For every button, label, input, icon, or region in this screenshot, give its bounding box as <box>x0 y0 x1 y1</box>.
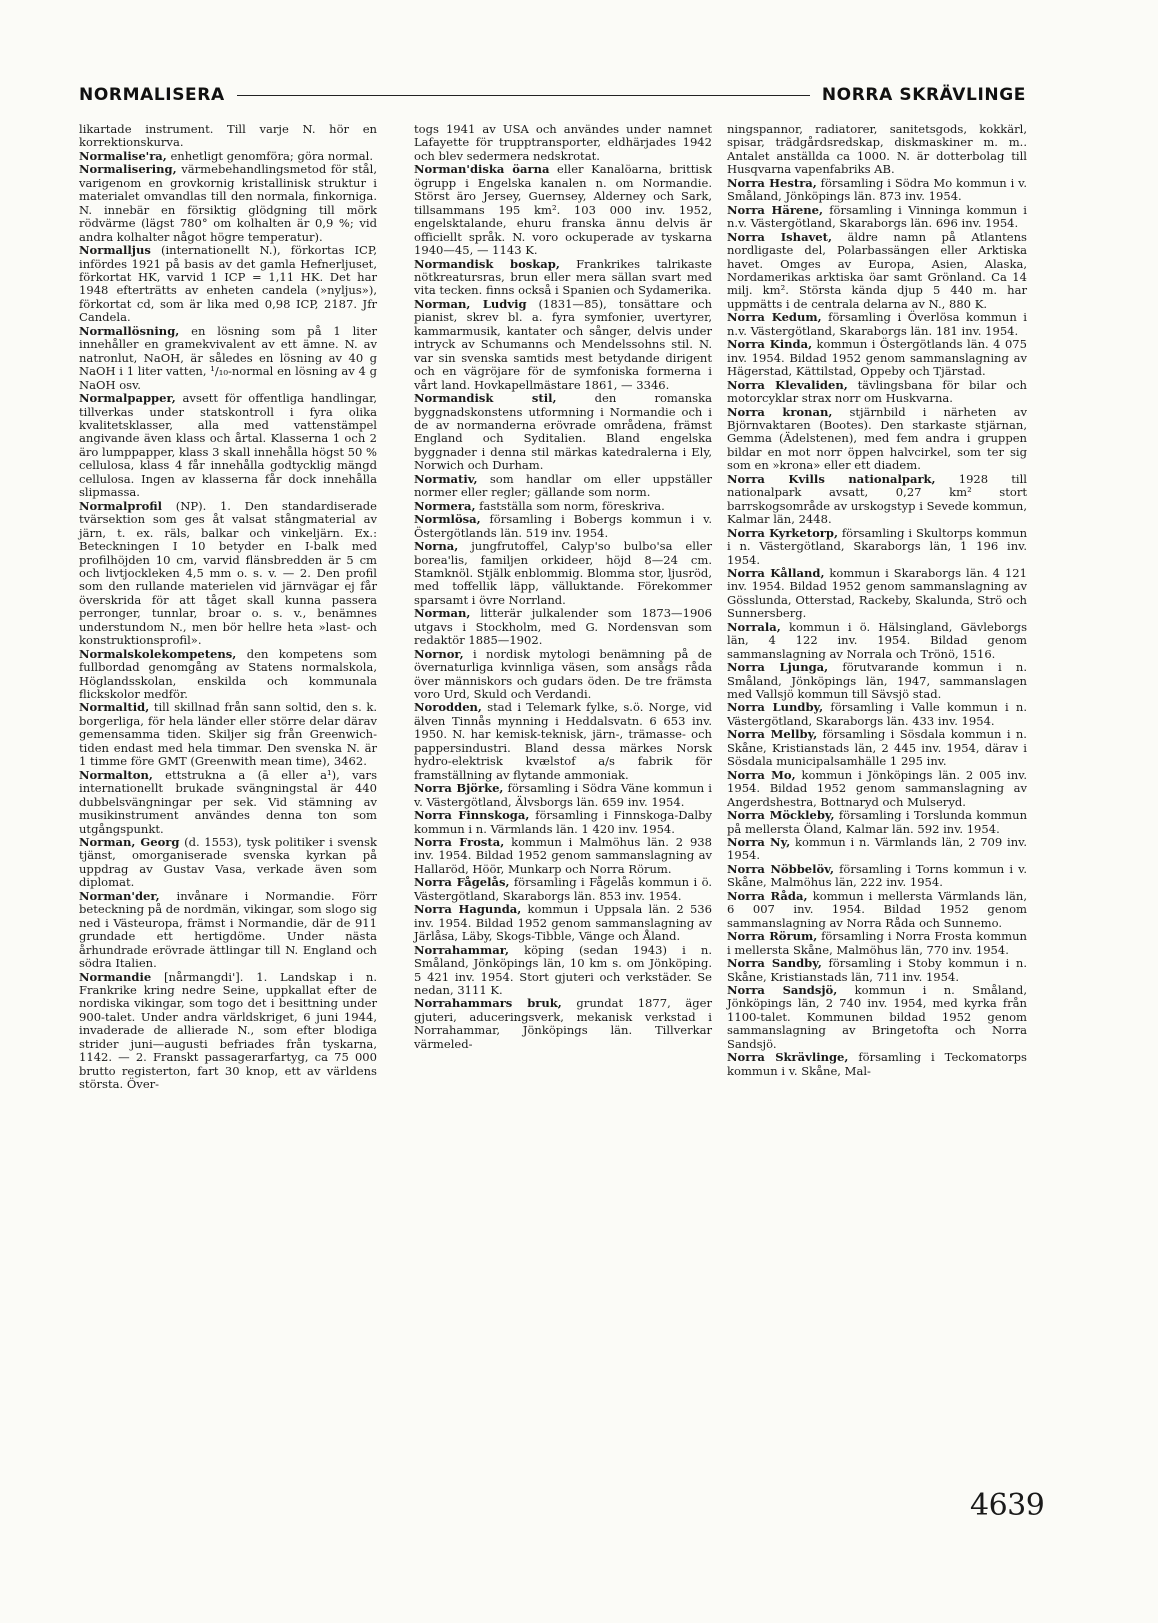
dictionary-entry <box>414 876 712 903</box>
dictionary-entry <box>727 728 1027 768</box>
entry-text: kommun i n. Småland, Jönköpings län, 2 740 inv. 1954, med kyrka från 1100-talet. Kommunen bildad 1952 genom sammanslagning av Bringetofta och Norra Sandsjö. <box>727 983 1027 1051</box>
entry-text: (d. 1553), tysk politiker i svensk tjänst, omorganiserade svenska kyrkan på uppdrag av Gustav Vasa, verkade även som diplomat. <box>79 835 377 890</box>
dictionary-entry <box>414 782 712 809</box>
dictionary-entry <box>79 163 377 244</box>
column-3 <box>727 123 1027 1078</box>
entry-headword: Norra Fågelås, <box>414 875 510 890</box>
dictionary-entry <box>727 621 1027 661</box>
dictionary-entry <box>414 513 712 540</box>
entry-headword: Norman, <box>414 606 471 621</box>
dictionary-entry <box>727 890 1027 930</box>
dictionary-entry <box>727 769 1027 809</box>
dictionary-entry <box>727 701 1027 728</box>
dictionary-entry <box>727 204 1027 231</box>
entry-text: ningspannor, radiatorer, sanitetsgods, kokkärl, spisar, trädgårdsredskap, diskmaskiner m. m.. Antalet anställda ca 1000. N. är dotterbolag till Husqvarna vapenfabriks AB. <box>727 122 1027 177</box>
entry-text: församling i Stoby kommun i n. Skåne, Kristianstads län, 711 inv. 1954. <box>727 956 1027 984</box>
entry-text: församling i Överlösa kommun i n.v. Västergötland, Skaraborgs län. 181 inv. 1954. <box>727 310 1027 338</box>
dictionary-entry <box>414 997 712 1051</box>
dictionary-entry <box>414 258 712 298</box>
entry-headword: Normandisk stil, <box>414 391 557 406</box>
entry-headword: Normalprofil <box>79 498 163 513</box>
dictionary-entry <box>727 984 1027 1051</box>
entry-headword: Normalskolekompetens, <box>79 646 237 661</box>
entry-headword: Norra Mellby, <box>727 727 818 742</box>
dictionary-entry <box>727 311 1027 338</box>
entry-headword: Norra Sandsjö, <box>727 983 838 997</box>
entry-headword: Norra Björke, <box>414 781 504 796</box>
entry-text: församling i Bobergs kommun i v. Östergötlands län. 519 inv. 1954. <box>414 512 712 540</box>
entry-headword: Normalljus <box>79 243 151 258</box>
dictionary-entry <box>727 473 1027 527</box>
dictionary-entry <box>727 177 1027 204</box>
entry-headword: Norra Rörum, <box>727 929 818 944</box>
entry-text: stjärnbild i närheten av Björnvaktaren (Bootes). Den starkaste stjärnan, Gemma (Ädelstenen), med fem andra i gruppen bildar en mot norr öppen halvcirkel, som ter sig som en »krona» eller ett diadem. <box>727 404 1027 473</box>
entry-text: köping (sedan 1943) i n. Småland, Jönköpings län, 10 km s. om Jönköping. 5 421 inv. 1954. Stort gjuteri och verkstäder. Se nedan, 3111 K. <box>414 942 712 997</box>
entry-text: invånare i Normandie. Förr beteckning på de nordmän, vikingar, som slogo sig ned i Västeuropa, främst i Normandie, där de 911 grundade ett hertigdöme. Under nästa århundrade erövrade ättlingar till N. England och södra Italien. <box>79 888 377 971</box>
entry-headword: Normalisering, <box>79 162 177 177</box>
entry-text: en lösning som på 1 liter innehåller en gramekvivalent av ett ämne. N. av natronlut, NaOH, är således en lösning av 40 g NaOH i 1 liter vatten, ¹/₁₀-normal en lösning av 4 g NaOH osv. <box>79 323 377 392</box>
entry-text: kommun i ö. Hälsingland, Gävleborgs län, 4 122 inv. 1954. Bildad genom sammanslagning av Norrala och Trönö, 1516. <box>727 619 1027 661</box>
entry-headword: Norman, Ludvig <box>414 296 527 311</box>
entry-headword: Norra Härene, <box>727 202 824 217</box>
dictionary-entry <box>414 809 712 836</box>
dictionary-entry <box>414 701 712 782</box>
entry-text: församling i Valle kommun i n. Västergötland, Skaraborgs län. 433 inv. 1954. <box>727 700 1027 728</box>
entry-text: [nårmangdi']. 1. Landskap i n. Frankrike kring nedre Seine, uppkallat efter de nordiska vikingar, som togo det i besittning under 900-talet. Under andra världskriget, 6 juni 1944, invaderade de allierade N., som efter blodiga strider juni—augusti befriades från tyskarna, 1142. — 2. Franskt passagerarfartyg, ca 75 000 brutto registerton, fart 30 knop, ett av världens största. Över- <box>79 969 377 1092</box>
dictionary-entry <box>414 123 712 163</box>
entry-headword: Norra Sandby, <box>727 956 822 971</box>
entry-headword: Norra Hagunda, <box>414 902 522 917</box>
dictionary-entry <box>79 500 377 648</box>
dictionary-entry <box>727 567 1027 621</box>
dictionary-entry <box>727 930 1027 957</box>
page-number: 4639 <box>970 1488 1045 1523</box>
entry-headword: Norra Möckleby, <box>727 808 835 823</box>
entry-headword: Norman, Georg <box>79 835 180 850</box>
dictionary-entry <box>727 661 1027 701</box>
entry-headword: Norra Mo, <box>727 767 796 782</box>
entry-text: (1831—85), tonsättare och pianist, skrev bl. a. fyra symfonier, uvertyrer, kammarmusik, kantater och sånger, delvis under intryck av Schumanns och Mendelssohns stil. N. var sin svenska samtids mest betydande dirigent och en vägröjare för de symfoniska formerna i vårt land. Hovkapellmästare 1861, — 3346. <box>414 296 713 392</box>
entry-headword: Norra Kyrketorp, <box>727 525 838 540</box>
entry-headword: Normlösa, <box>414 512 481 527</box>
entry-text: den kompetens som fullbordad genomgång av Statens normalskola, Höglandsskolan, enskilda och kommunala flickskolor medför. <box>79 646 377 702</box>
dictionary-entry <box>79 325 377 392</box>
dictionary-entry <box>79 648 377 702</box>
dictionary-entry <box>727 123 1027 177</box>
entry-headword: Normalise'ra, <box>79 148 167 163</box>
column-1 <box>79 123 377 1092</box>
dictionary-entry <box>79 150 377 163</box>
entry-headword: Norra Råda, <box>727 888 808 903</box>
dictionary-entry <box>727 863 1027 890</box>
entry-text: församling i Sösdala kommun i n. Skåne, Kristianstads län, 2 445 inv. 1954, därav i Sösdala municipalsamhälle 1 295 inv. <box>727 727 1027 769</box>
entry-text: togs 1941 av USA och användes under namnet Lafayette för trupptransporter, eldhärjades 1942 och blev sedermera nedskrotat. <box>414 122 712 163</box>
entry-headword: Normera, <box>414 498 476 513</box>
entry-headword: Norra Kinda, <box>727 337 813 352</box>
entry-headword: Norra Hestra, <box>727 175 817 190</box>
dictionary-entry <box>727 809 1027 836</box>
entry-text: likartade instrument. Till varje N. hör en korrektionskurva. <box>79 122 377 150</box>
entry-text: kommun i Uppsala län. 2 536 inv. 1954. Bildad 1952 genom sammanslagning av Järlåsa, Läby, Skogs-Tibble, Vänge och Åland. <box>414 902 712 944</box>
entry-text: jungfrutoffel, Calyp'so bulbo'sa eller borea'lis, familjen orkideer, höjd 8—24 cm. Stamknöl. Stjälk enblommig. Blomma stor, ljusröd, med toffellik läpp, välluktande. Förekommer sparsamt i övre Norrland. <box>414 539 712 607</box>
dictionary-entry <box>414 836 712 876</box>
entry-text: (NP). 1. Den standardiserade tvärsektion som ges åt valsat stångmaterial av järn, t. ex. räls, balkar och vinkeljärn. Ex.: Beteckningen I 10 betyder en I-balk med profilhöjden 10 cm, varvid flänsbredden är 5 cm och livtjockleken 4,5 mm o. s. v. — 2. Den profil som den rullande materielen vid järnvägar ej får överskrida för att tåget skall kunna passera perronger, tunnlar, broar o. s. v., benämnes understundom N., men bör hellre heta »last- och konstruktionsprofil». <box>79 498 377 648</box>
entry-text: församling i Norra Frosta kommun i mellersta Skåne, Malmöhus län, 770 inv. 1954. <box>727 929 1027 957</box>
dictionary-entry <box>79 392 377 500</box>
entry-text: församling i Vinninga kommun i n.v. Västergötland, Skaraborgs län. 696 inv. 1954. <box>727 202 1027 231</box>
entry-text: grundat 1877, äger gjuteri, aduceringsverk, mekanisk verkstad i Norrahammar, Jönköpings län. Tillverkar värmeled- <box>414 996 712 1051</box>
entry-headword: Normandisk boskap, <box>414 256 560 271</box>
dictionary-entry <box>727 231 1027 312</box>
entry-headword: Norra Klevaliden, <box>727 377 848 392</box>
entry-headword: Norman'der, <box>79 888 160 903</box>
entry-headword: Normalpapper, <box>79 391 176 406</box>
entry-text: förutvarande kommun i n. Småland, Jönköpings län, 1947, sammanslagen med Vallsjö kommun till Sävsjö stad. <box>727 660 1027 702</box>
entry-text: i nordisk mytologi benämning på de övernaturliga kvinnliga väsen, som ansågs råda över människors och gudars öden. De tre främsta voro Urd, Skuld och Verdandi. <box>414 646 712 702</box>
dictionary-entry <box>414 540 712 607</box>
entry-text: kommun i n. Värmlands län, 2 709 inv. 1954. <box>727 835 1027 863</box>
entry-text: ettstrukna a (ā eller a¹), vars internationellt brukade svängningstal är 440 dubbelsvängningar per sek. Vid stämning av musikinstrument användes denna ton som utgångspunkt. <box>79 767 377 836</box>
entry-text: fastställa som norm, föreskriva. <box>475 498 665 513</box>
entry-headword: Norra Nöbbelöv, <box>727 861 834 876</box>
entry-headword: Norrahammars bruk, <box>414 996 562 1011</box>
entry-text: avsett för offentliga handlingar, tillverkas under statskontroll i fyra olika kvalitetsklasser, alla med vattenstämpel angivande även klass och årtal. Klasserna 1 och 2 äro lumppapper, klass 3 skall innehålla högst 50 % cellulosa, klass 4 får innehålla godtycklig mängd cellulosa. Ingen av klasserna får dock innehålla slipmassa. <box>79 391 377 500</box>
header-rule <box>237 95 810 96</box>
entry-text: församling i Skultorps kommun i n. Västergötland, Skaraborgs län, 1 196 inv. 1954. <box>727 525 1028 567</box>
entry-headword: Normaltid, <box>79 700 150 715</box>
entry-text: tävlingsbana för bilar och motorcyklar strax norr om Huskvarna. <box>727 377 1027 406</box>
dictionary-entry <box>414 392 712 473</box>
dictionary-entry <box>79 836 377 890</box>
entry-text: till skillnad från sann soltid, den s. k. borgerliga, för hela länder eller större delar därav gemensamma tiden. Skiljer sig från Greenwich-tiden endast med hela timmar. Den svenska N. är 1 timme före GMT (Greenwith mean time), 3462. <box>79 700 377 769</box>
entry-text: kommun i Östergötlands län. 4 075 inv. 1954. Bildad 1952 genom sammanslagning av Hägerstad, Kättilstad, Oppeby och Tjärstad. <box>727 337 1027 379</box>
entry-headword: Norna, <box>414 539 459 554</box>
entry-headword: Norra Ny, <box>727 835 791 850</box>
column-2 <box>414 123 712 1051</box>
entry-text: värmebehandlingsmetod för stål, varigenom en grovkornig kristallinisk struktur i materialet omvandlas till den normala, finkorniga. N. innebär en försiktig glödgning till mörk rödvärme (lägst 780° om kolhalten är 0,9 %; vid andra kolhalter något högre temperatur). <box>79 162 377 244</box>
running-header <box>79 82 1026 108</box>
entry-headword: Normandie <box>79 969 152 984</box>
entry-headword: Norrala, <box>727 619 781 634</box>
entry-text: församling i Södra Väne kommun i v. Västergötland, Älvsborgs län. 659 inv. 1954. <box>414 781 712 809</box>
entry-text: eller Kanalöarna, brittisk ögrupp i Engelska kanalen n. om Normandie. Störst äro Jersey, Guernsey, Alderney och Sark, tillsammans 195 km². 103 000 inv. 1952, engelsktalande, ehuru franska ännu delvis är officiellt språk. N. voro ockuperade av tyskarna 1940—45, — 1143 K. <box>414 162 712 258</box>
entry-headword: Norra Lundby, <box>727 700 824 715</box>
entry-text: som handlar om eller uppställer normer eller regler; gällande som norm. <box>414 471 712 500</box>
dictionary-entry <box>414 648 712 702</box>
entry-headword: Norrahammar, <box>414 942 509 957</box>
entry-text: församling i Torns kommun i v. Skåne, Malmöhus län, 222 inv. 1954. <box>727 861 1027 890</box>
entry-text: församling i Södra Mo kommun i v. Småland, Jönköpings län. 873 inv. 1954. <box>727 175 1027 204</box>
entry-headword: Norra Skrävlinge, <box>727 1050 849 1065</box>
entry-text: Frankrikes talrikaste nötkreatursras, brun eller mera sällan svart med vita tecken. finns också i Spanien och Sydamerika. <box>414 256 712 298</box>
dictionary-entry <box>79 244 377 325</box>
dictionary-entry <box>414 607 712 647</box>
entry-text: stad i Telemark fylke, s.ö. Norge, vid älven Tinnås mynning i Heddalsvatn. 6 653 inv. 1950. N. har kemisk-teknisk, järn-, trämasse- och pappersindustri. Bland dessa märkes Norsk hydro-elektrisk kvælstof a/s fabrik för framställning av flytande ammoniak. <box>414 700 712 782</box>
dictionary-entry <box>727 527 1027 567</box>
entry-headword: Norodden, <box>414 700 482 715</box>
entry-text: kommun i Malmöhus län. 2 938 inv. 1954. Bildad 1952 genom sammanslagning av Hallaröd, Höör, Munkarp och Norra Rörum. <box>414 835 712 876</box>
header-left-guideword: NORMALISERA <box>79 85 225 105</box>
entry-headword: Normalton, <box>79 767 153 782</box>
dictionary-entry <box>727 836 1027 863</box>
dictionary-entry <box>727 338 1027 378</box>
dictionary-entry <box>414 500 712 513</box>
dictionary-entry <box>414 473 712 500</box>
entry-headword: Norra Frosta, <box>414 835 505 850</box>
dictionary-entry <box>727 406 1027 473</box>
entry-text: enhetligt genomföra; göra normal. <box>166 148 373 163</box>
dictionary-entry <box>727 957 1027 984</box>
entry-text: församling i Fågelås kommun i ö. Västergötland, Skaraborgs län. 853 inv. 1954. <box>414 875 712 903</box>
dictionary-entry <box>79 701 377 768</box>
dictionary-entry <box>79 890 377 971</box>
dictionary-entry <box>414 163 712 257</box>
entry-text: församling i Finnskoga-Dalby kommun i n. Värmlands län. 1 420 inv. 1954. <box>414 808 712 836</box>
dictionary-entry <box>414 903 712 943</box>
entry-headword: Norra kronan, <box>727 404 833 419</box>
entry-headword: Nornor, <box>414 646 464 661</box>
entry-headword: Normallösning, <box>79 323 180 338</box>
entry-text: kommun i Skaraborgs län. 4 121 inv. 1954. Bildad 1952 genom sammanslagning av Gösslunda, Otterstad, Rackeby, Skalunda, Strö och Sunnersberg. <box>727 565 1027 621</box>
dictionary-entry <box>727 379 1027 406</box>
dictionary-entry <box>414 944 712 998</box>
entry-headword: Norra Kedum, <box>727 310 822 325</box>
entry-text: församling i Teckomatorps kommun i v. Skåne, Mal- <box>727 1050 1027 1078</box>
entry-text: litterär julkalender som 1873—1906 utgavs i Stockholm, med G. Nordensvan som redaktör 1885—1902. <box>414 606 712 648</box>
dictionary-entry <box>79 123 377 150</box>
entry-headword: Norra Kålland, <box>727 565 825 580</box>
entry-headword: Norra Kvills nationalpark, <box>727 471 936 486</box>
dictionary-entry <box>727 1051 1027 1078</box>
dictionary-entry <box>414 298 712 392</box>
entry-headword: Norman'diska öarna <box>414 162 550 177</box>
dictionary-entry <box>79 769 377 836</box>
entry-headword: Norra Ishavet, <box>727 229 832 244</box>
entry-text: äldre namn på Atlantens nordligaste del, Polarbassängen eller Arktiska havet. Omges av Europa, Asien, Alaska, Nordamerikas arktiska öar samt Grönland. Ca 14 milj. km². Största kända djup 5 440 m. har uppmätts i de centrala delarna av N., 880 K. <box>727 229 1027 311</box>
entry-text: (internationellt N.), förkortas ICP, infördes 1921 på basis av det gamla Hefnerljuset, förkortat HK, varvid 1 ICP = 1,11 HK. Det har 1948 efterträtts av enheten candela (»nyljus»), förkortat cd, som är lika med 0,98 ICP, 2187. Jfr Candela. <box>79 243 377 325</box>
entry-headword: Norra Finnskoga, <box>414 808 530 823</box>
entry-headword: Normativ, <box>414 471 478 486</box>
header-right-guideword: NORRA SKRÄVLINGE <box>821 85 1026 105</box>
entry-text: församling i Torslunda kommun på mellersta Öland, Kalmar län. 592 inv. 1954. <box>727 808 1028 836</box>
entry-text: den romanska byggnadskonstens utformning i Normandie och i de av normanderna erövrade områdena, främst England och Syditalien. Bland engelska byggnader i denna stil märkas katedralerna i Ely, Norwich och Durham. <box>414 391 712 473</box>
entry-text: kommun i mellersta Värmlands län, 6 007 inv. 1954. Bildad 1952 genom sammanslagning av Norra Råda och Sunnemo. <box>727 888 1028 930</box>
entry-text: kommun i Jönköpings län. 2 005 inv. 1954. Bildad 1952 genom sammanslagning av Angerdshestra, Bottnaryd och Mulseryd. <box>727 767 1027 809</box>
entry-text: 1928 till nationalpark avsatt, 0,27 km² stort barrskogsområde av urskogstyp i Sevede kommun, Kalmar län, 2448. <box>727 471 1027 527</box>
entry-headword: Norra Ljunga, <box>727 660 829 675</box>
dictionary-entry <box>79 971 377 1092</box>
